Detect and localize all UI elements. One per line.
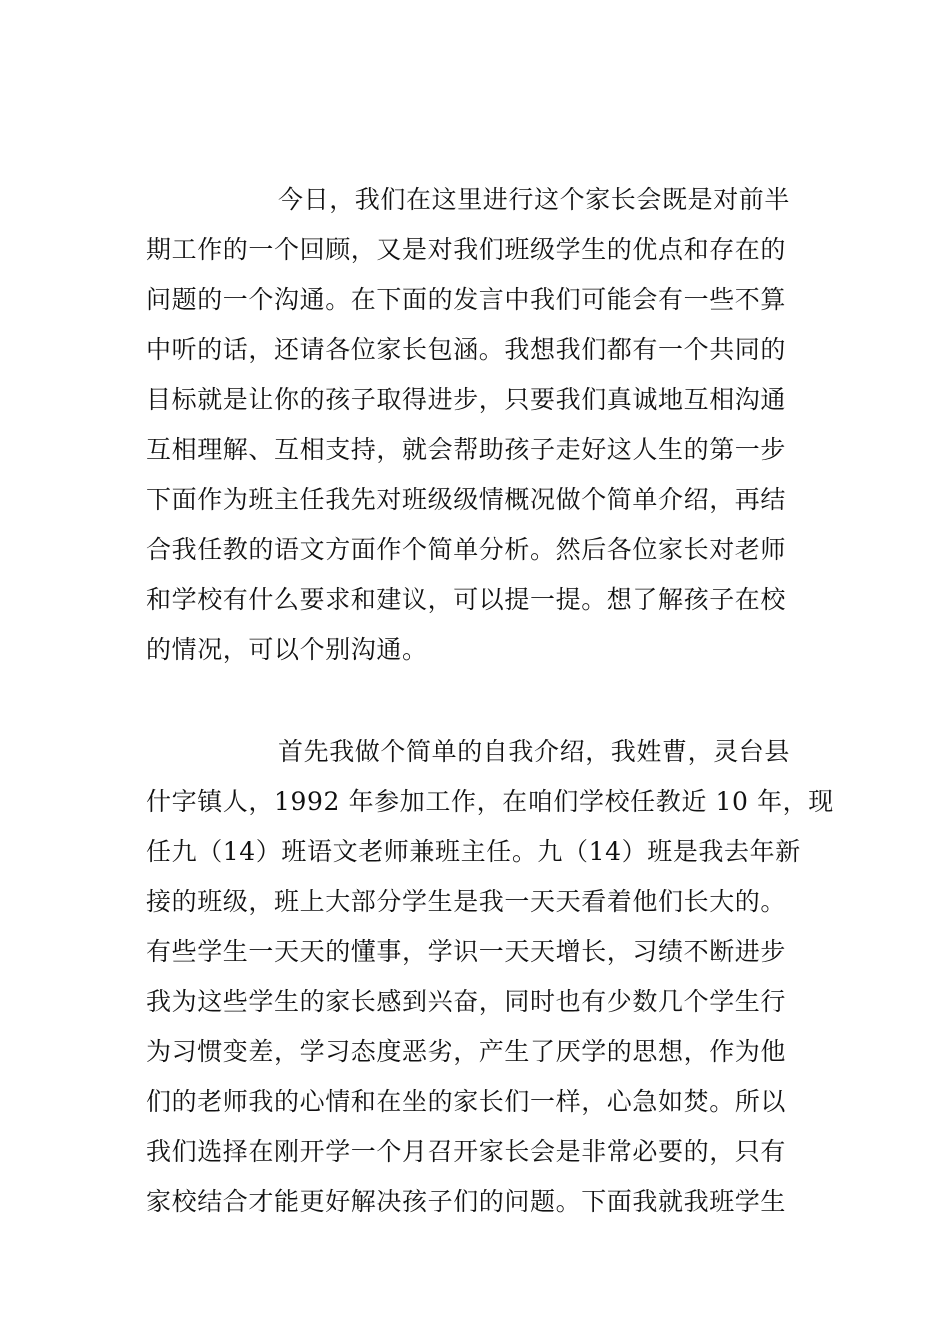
paragraph-self-introduction <box>146 727 834 1227</box>
text-line: 我们选择在刚开学一个月召开家长会是非常必要的，只有 <box>146 1137 787 1166</box>
text-line: 互相理解、互相支持，就会帮助孩子走好这人生的第一步 <box>146 435 787 464</box>
text-line: 首先我做个简单的自我介绍，我姓曹，灵台县 <box>278 737 791 766</box>
text-line: 下面作为班主任我先对班级级情概况做个简单介绍，再结 <box>146 485 787 514</box>
text-line: 期工作的一个回顾，又是对我们班级学生的优点和存在的 <box>146 235 787 264</box>
text-line: 问题的一个沟通。在下面的发言中我们可能会有一些不算 <box>146 285 787 314</box>
paragraph-opening-remarks <box>146 175 810 675</box>
text-line: 的情况，可以个别沟通。 <box>146 635 428 664</box>
text-line: 们的老师我的心情和在坐的家长们一样，心急如焚。所以 <box>146 1087 787 1116</box>
text-line: 家校结合才能更好解决孩子们的问题。下面我就我班学生 <box>146 1187 787 1216</box>
text-line: 和学校有什么要求和建议，可以提一提。想了解孩子在校 <box>146 585 787 614</box>
text-line: 为习惯变差，学习态度恶劣，产生了厌学的思想，作为他 <box>146 1037 787 1066</box>
text-line: 接的班级，班上大部分学生是我一天天看着他们长大的。 <box>146 887 787 916</box>
text-line: 中听的话，还请各位家长包涵。我想我们都有一个共同的 <box>146 335 787 364</box>
text-line: 什字镇人，1992 年参加工作，在咱们学校任教近 10 年，现 <box>146 787 834 816</box>
text-line: 我为这些学生的家长感到兴奋，同时也有少数几个学生行 <box>146 987 787 1016</box>
text-line: 今日，我们在这里进行这个家长会既是对前半 <box>278 185 791 214</box>
text-line: 任九（14）班语文老师兼班主任。九（14）班是我去年新 <box>146 837 801 866</box>
text-line: 合我任教的语文方面作个简单分析。然后各位家长对老师 <box>146 535 787 564</box>
text-line: 目标就是让你的孩子取得进步，只要我们真诚地互相沟通 <box>146 385 787 414</box>
text-line: 有些学生一天天的懂事，学识一天天增长，习绩不断进步 <box>146 937 787 966</box>
